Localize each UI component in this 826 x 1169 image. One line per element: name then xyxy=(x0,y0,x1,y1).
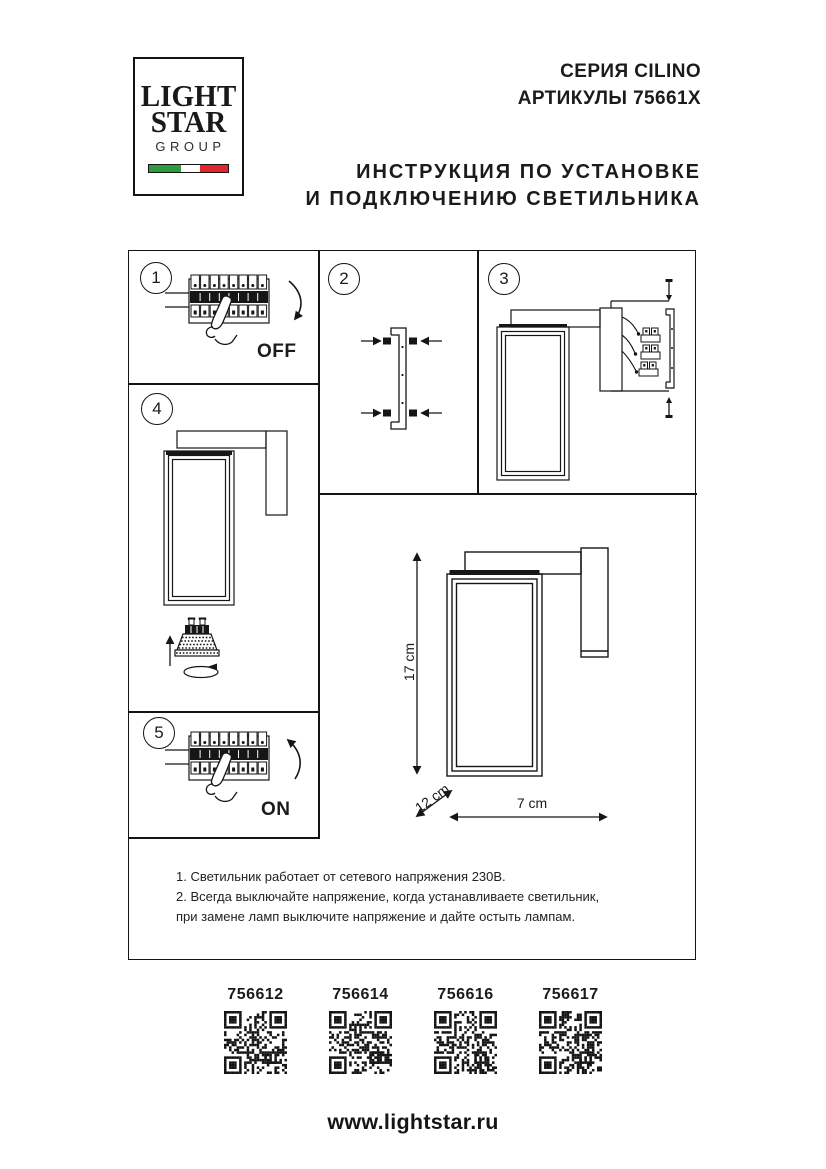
qr-item xyxy=(434,986,497,1074)
screw-bottom-icon xyxy=(666,397,673,418)
articles-title: АРТИКУЛЫ 75661X xyxy=(517,88,701,109)
article-number: 756617 xyxy=(542,986,599,1003)
on-label: ON xyxy=(261,799,291,820)
gu10-bulb-icon xyxy=(175,618,219,657)
lamp-top-cap xyxy=(450,570,540,575)
logo-word-light: LIGHT xyxy=(140,78,237,113)
lamp-assembly-diagram xyxy=(129,383,318,711)
dimensions-diagram xyxy=(318,493,697,838)
screw-top-icon xyxy=(666,279,673,301)
website-text: www.lightstar.ru xyxy=(327,1110,499,1134)
switch-up-arrow-icon xyxy=(288,740,300,779)
instruction-title-line2: И ПОДКЛЮЧЕНИЮ СВЕТИЛЬНИКА xyxy=(305,188,701,210)
qr-code xyxy=(224,1011,287,1074)
note-line-1: 1. Светильник работает от сетевого напряжения 230В. xyxy=(176,869,506,884)
qr-code xyxy=(329,1011,392,1074)
terminal-blocks xyxy=(639,328,660,376)
height-dimension-label: 17 cm xyxy=(401,642,417,682)
lamp-top-cap xyxy=(166,452,232,456)
depth-dimension-label: 12 cm xyxy=(411,780,453,816)
step-5-digit: 5 xyxy=(154,723,164,742)
switch-down-arrow-icon xyxy=(289,281,301,319)
note-line-2: 2. Всегда выключайте напряжение, когда устанавливаете светильник, xyxy=(176,889,600,904)
rotate-arrow-icon xyxy=(184,662,221,678)
lamp-top-cap xyxy=(499,324,567,327)
step-4-digit: 4 xyxy=(152,399,162,418)
divider xyxy=(129,837,318,839)
step-2-digit: 2 xyxy=(339,269,349,288)
qr-code xyxy=(434,1011,497,1074)
wiring-diagram xyxy=(477,251,697,493)
dimensions-area xyxy=(318,493,697,838)
lightstar-logo xyxy=(133,57,244,196)
step-3-digit: 3 xyxy=(499,269,509,288)
article-number: 756614 xyxy=(332,986,389,1003)
logo-word-star: STAR xyxy=(150,104,227,140)
screws-bottom xyxy=(383,410,417,417)
logo-word-group: GROUP xyxy=(155,138,226,154)
qr-code xyxy=(539,1011,602,1074)
qr-item xyxy=(539,986,602,1074)
article-number: 756612 xyxy=(227,986,284,1003)
qr-section xyxy=(0,986,826,1074)
installation-figure xyxy=(128,250,696,960)
series-title: СЕРИЯ CILINO xyxy=(560,61,701,82)
qr-item xyxy=(224,986,287,1074)
off-label: OFF xyxy=(257,341,297,362)
qr-item xyxy=(329,986,392,1074)
document-header xyxy=(305,58,701,213)
safety-notes xyxy=(176,867,656,927)
mounting-bracket-diagram xyxy=(318,251,477,493)
note-line-3: при замене ламп выключите напряжение и дайте остыть лампам. xyxy=(176,909,576,924)
article-number: 756616 xyxy=(437,986,494,1003)
width-dimension-label: 7 cm xyxy=(516,795,548,811)
screws-top xyxy=(383,338,417,345)
step-1-digit: 1 xyxy=(151,268,161,287)
italian-flag-icon xyxy=(148,164,229,173)
breaker-off-diagram xyxy=(129,251,318,383)
instruction-title-line1: ИНСТРУКЦИЯ ПО УСТАНОВКЕ xyxy=(356,161,701,183)
wires xyxy=(622,317,638,371)
